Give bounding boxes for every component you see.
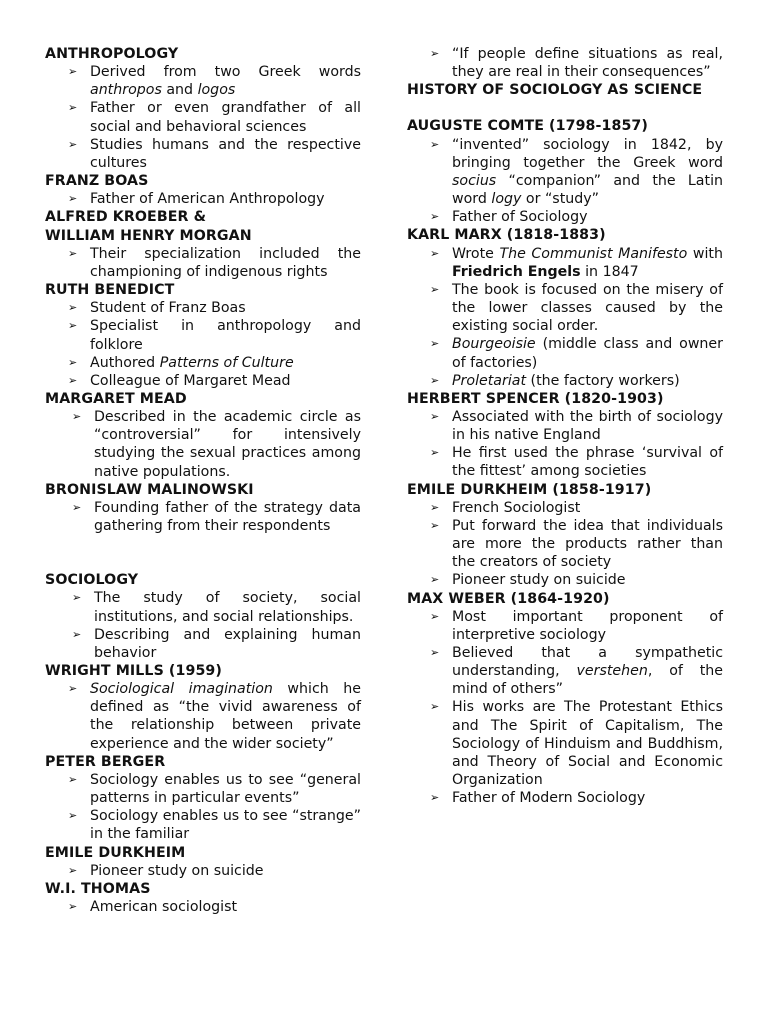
list-item bbox=[45, 771, 361, 807]
section-spacer bbox=[45, 535, 361, 571]
list-item bbox=[407, 136, 723, 209]
list-item-text bbox=[452, 699, 723, 788]
text-run: or “study” bbox=[521, 191, 600, 208]
list-item-text bbox=[90, 191, 325, 207]
bullet-list bbox=[407, 499, 723, 590]
list-item-text bbox=[90, 137, 361, 171]
text-run: Wrote bbox=[452, 245, 500, 262]
text-run: Pioneer study on suicide bbox=[90, 862, 264, 879]
list-item bbox=[407, 698, 723, 789]
list-item bbox=[45, 136, 361, 172]
list-item bbox=[45, 190, 361, 208]
heading-margaret-mead: MARGARET MEAD bbox=[45, 390, 187, 407]
italic-term: logos bbox=[197, 82, 236, 99]
text-run: Father of Modern Sociology bbox=[452, 790, 646, 807]
list-item-text bbox=[90, 899, 237, 915]
list-item-text bbox=[90, 318, 361, 352]
list-item-text bbox=[90, 772, 361, 806]
text-run: Father or even grandfather of all social and behavioral sciences bbox=[90, 100, 361, 135]
text-run: The study of society, social institutions, and social relationships. bbox=[94, 590, 361, 625]
arrowhead-bullet-icon: ➢ bbox=[68, 772, 78, 786]
arrowhead-bullet-icon: ➢ bbox=[68, 192, 78, 206]
bullet-list bbox=[45, 499, 361, 535]
arrowhead-bullet-icon: ➢ bbox=[430, 646, 440, 659]
italic-term: verstehen bbox=[576, 663, 648, 680]
bullet-list bbox=[45, 898, 361, 916]
bullet-list bbox=[407, 136, 723, 227]
bullet-list bbox=[407, 408, 723, 481]
list-item-text bbox=[90, 246, 361, 280]
heading-wright-mills-1959: WRIGHT MILLS (1959) bbox=[45, 663, 222, 679]
arrowhead-bullet-icon: ➢ bbox=[430, 518, 440, 532]
list-item-text bbox=[452, 209, 588, 225]
text-run: Described in the academic circle as “controversial” for intensively studying the sexual practices among native populations. bbox=[94, 409, 361, 480]
italic-term: Proletariat bbox=[452, 372, 527, 389]
text-run: (the factory workers) bbox=[526, 372, 680, 389]
text-run: Studies humans and the respective cultures bbox=[90, 136, 361, 171]
list-item-text bbox=[452, 572, 626, 588]
list-item bbox=[407, 208, 723, 226]
text-run: and bbox=[161, 82, 198, 99]
text-run: Associated with the birth of sociology in his native England bbox=[452, 408, 723, 444]
text-run: Father of American Anthropology bbox=[90, 191, 325, 208]
list-item-text bbox=[90, 355, 294, 371]
heading-franz-boas: FRANZ BOAS bbox=[45, 173, 149, 190]
list-item-text bbox=[452, 46, 723, 80]
text-run: French Sociologist bbox=[452, 499, 581, 516]
arrowhead-bullet-icon: ➢ bbox=[430, 246, 440, 260]
heading-herbert-spencer-1820-1903: HERBERT SPENCER (1820-1903) bbox=[407, 390, 664, 407]
list-item-text bbox=[90, 64, 361, 98]
text-run: with bbox=[687, 245, 723, 262]
heading-bronislaw-malinowski: BRONISLAW MALINOWSKI bbox=[45, 481, 254, 498]
list-item bbox=[45, 807, 361, 843]
text-run: which he defined as “the vivid awareness of the relationship between private experience and the wider society” bbox=[90, 681, 361, 752]
list-item bbox=[45, 898, 361, 916]
arrowhead-bullet-icon: ➢ bbox=[68, 863, 78, 877]
text-run: “If people define situations as real, they are real in their consequences” bbox=[452, 46, 723, 81]
text-run: Derived from two Greek words bbox=[90, 64, 361, 81]
heading-w-i-thomas: W.I. THOMAS bbox=[45, 880, 151, 897]
heading-karl-marx-1818-1883: KARL MARX (1818-1883) bbox=[407, 227, 606, 244]
list-item bbox=[407, 789, 723, 807]
heading-emile-durkheim-1858-1917: EMILE DURKHEIM (1858-1917) bbox=[407, 481, 652, 498]
list-item bbox=[45, 499, 361, 535]
list-item-text bbox=[452, 409, 723, 443]
text-run: Specialist in anthropology and folklore bbox=[90, 318, 361, 353]
list-item bbox=[407, 608, 723, 644]
list-item-text bbox=[90, 681, 361, 751]
list-item bbox=[407, 644, 723, 698]
list-item-text bbox=[452, 645, 723, 697]
list-item bbox=[45, 317, 361, 353]
arrowhead-bullet-icon: ➢ bbox=[68, 319, 78, 333]
list-item bbox=[407, 335, 723, 371]
list-item bbox=[45, 680, 361, 753]
text-run: , of the mind of others” bbox=[452, 663, 723, 698]
heading-alfred-kroeber: ALFRED KROEBER & bbox=[45, 209, 207, 226]
right-column bbox=[407, 45, 723, 807]
arrowhead-bullet-icon: ➢ bbox=[68, 373, 78, 387]
bullet-list bbox=[45, 190, 361, 208]
arrowhead-bullet-icon: ➢ bbox=[430, 500, 440, 514]
text-run: Sociology enables us to see “general patterns in particular events” bbox=[90, 771, 361, 807]
heading-william-henry-morgan: WILLIAM HENRY MORGAN bbox=[45, 227, 252, 244]
italic-term: Bourgeoisie bbox=[452, 336, 536, 353]
italic-term: Sociological imagination bbox=[90, 681, 273, 698]
list-item bbox=[407, 517, 723, 571]
left-column bbox=[45, 45, 361, 916]
italic-term: anthropos bbox=[90, 82, 162, 99]
list-item bbox=[407, 281, 723, 335]
arrowhead-bullet-icon: ➢ bbox=[430, 573, 440, 587]
list-item-text bbox=[452, 246, 723, 280]
arrowhead-bullet-icon: ➢ bbox=[72, 591, 82, 605]
list-item-text bbox=[94, 627, 361, 661]
arrowhead-bullet-icon: ➢ bbox=[68, 809, 78, 823]
list-item-text bbox=[452, 445, 723, 479]
list-item bbox=[45, 626, 361, 662]
arrowhead-bullet-icon: ➢ bbox=[68, 301, 78, 315]
text-run: Student of Franz Boas bbox=[90, 300, 246, 317]
text-run: “companion” and the Latin word bbox=[452, 172, 723, 208]
arrowhead-bullet-icon: ➢ bbox=[68, 137, 78, 151]
italic-term: logy bbox=[491, 191, 522, 208]
arrowhead-bullet-icon: ➢ bbox=[430, 137, 440, 151]
bullet-list bbox=[45, 862, 361, 880]
text-run: Sociology enables us to see “strange” in the familiar bbox=[90, 808, 361, 843]
list-item-text bbox=[94, 409, 361, 479]
bullet-list bbox=[45, 408, 361, 481]
list-item bbox=[407, 571, 723, 589]
list-item bbox=[45, 372, 361, 390]
italic-term: Patterns of Culture bbox=[159, 354, 294, 371]
list-item bbox=[407, 408, 723, 444]
text-run: (middle class and owner of factories) bbox=[452, 336, 723, 371]
list-item bbox=[45, 408, 361, 481]
text-run: Authored bbox=[90, 354, 160, 371]
bullet-list bbox=[407, 608, 723, 808]
text-run: in 1847 bbox=[580, 263, 639, 280]
list-item-text bbox=[90, 300, 246, 316]
text-run: “invented” sociology in 1842, by bringing together the Greek word bbox=[452, 136, 723, 171]
bullet-list bbox=[45, 680, 361, 753]
list-item bbox=[45, 589, 361, 625]
arrowhead-bullet-icon: ➢ bbox=[72, 410, 82, 424]
heading-history-of-sociology-as-science: HISTORY OF SOCIOLOGY AS SCIENCE bbox=[407, 82, 703, 99]
text-run: American sociologist bbox=[90, 899, 238, 916]
list-item-text bbox=[452, 282, 723, 334]
arrowhead-bullet-icon: ➢ bbox=[430, 210, 440, 224]
heading-peter-berger: PETER BERGER bbox=[45, 753, 166, 770]
heading-auguste-comte-1798-1857: AUGUSTE COMTE (1798-1857) bbox=[407, 118, 648, 135]
text-run: His works are The Protestant Ethics and The Spirit of Capitalism, The Sociology of Hinduism and Buddhism, and Theory of Social and Economic Organization bbox=[452, 699, 723, 789]
arrowhead-bullet-icon: ➢ bbox=[68, 65, 78, 79]
bullet-list bbox=[45, 299, 361, 390]
arrowhead-bullet-icon: ➢ bbox=[430, 409, 440, 423]
list-item bbox=[407, 372, 723, 390]
text-run: Father of Sociology bbox=[452, 209, 588, 226]
bullet-list bbox=[45, 245, 361, 281]
heading-anthropology: ANTHROPOLOGY bbox=[45, 46, 179, 62]
italic-term: The Communist Manifesto bbox=[499, 245, 688, 262]
text-run: He first used the phrase ‘survival of the fittest’ among societies bbox=[452, 445, 723, 480]
arrowhead-bullet-icon: ➢ bbox=[430, 700, 440, 714]
text-run: Believed that a sympathetic understanding, bbox=[452, 645, 723, 680]
list-item bbox=[45, 354, 361, 372]
section-spacer bbox=[407, 99, 723, 117]
list-item-text bbox=[452, 137, 723, 207]
list-item bbox=[45, 299, 361, 317]
arrowhead-bullet-icon: ➢ bbox=[68, 682, 78, 696]
arrowhead-bullet-icon: ➢ bbox=[430, 47, 440, 60]
list-item-text bbox=[452, 336, 723, 370]
text-run: Describing and explaining human behavior bbox=[94, 626, 361, 661]
list-item bbox=[45, 63, 361, 99]
arrowhead-bullet-icon: ➢ bbox=[430, 446, 440, 460]
list-item-text bbox=[90, 863, 264, 879]
list-item-text bbox=[452, 500, 580, 516]
list-item bbox=[407, 245, 723, 281]
arrowhead-bullet-icon: ➢ bbox=[68, 101, 78, 115]
bold-term: Friedrich Engels bbox=[452, 263, 581, 280]
heading-sociology: SOCIOLOGY bbox=[45, 572, 139, 589]
arrowhead-bullet-icon: ➢ bbox=[430, 791, 440, 805]
bullet-list bbox=[407, 245, 723, 390]
text-run: The book is focused on the misery of the lower classes caused by the existing social order. bbox=[452, 281, 723, 335]
list-item-text bbox=[94, 590, 361, 624]
arrowhead-bullet-icon: ➢ bbox=[68, 246, 78, 260]
list-item-text bbox=[90, 100, 361, 134]
list-item-text bbox=[452, 518, 723, 570]
list-item bbox=[407, 45, 723, 81]
text-run: Founding father of the strategy data gathering from their respondents bbox=[94, 499, 361, 535]
list-item bbox=[45, 245, 361, 281]
list-item-text bbox=[90, 808, 361, 842]
arrowhead-bullet-icon: ➢ bbox=[430, 609, 440, 623]
list-item-text bbox=[94, 500, 361, 534]
list-item-text bbox=[90, 373, 291, 389]
text-run: Most important proponent of interpretive sociology bbox=[452, 608, 723, 643]
arrowhead-bullet-icon: ➢ bbox=[68, 355, 78, 369]
arrowhead-bullet-icon: ➢ bbox=[430, 282, 440, 296]
list-item bbox=[407, 444, 723, 480]
italic-term: socius bbox=[452, 172, 497, 189]
arrowhead-bullet-icon: ➢ bbox=[430, 373, 440, 387]
text-run: Their specialization included the championing of indigenous rights bbox=[90, 245, 361, 280]
heading-max-weber-1864-1920: MAX WEBER (1864-1920) bbox=[407, 590, 610, 607]
text-run: Pioneer study on suicide bbox=[452, 572, 626, 589]
list-item bbox=[45, 862, 361, 880]
text-run: Colleague of Margaret Mead bbox=[90, 372, 291, 389]
text-run: Put forward the idea that individuals are more the products rather than the creators of society bbox=[452, 517, 723, 571]
bullet-list bbox=[45, 771, 361, 844]
list-item-text bbox=[452, 609, 723, 643]
list-item-text bbox=[452, 373, 680, 389]
arrowhead-bullet-icon: ➢ bbox=[430, 337, 440, 351]
heading-emile-durkheim: EMILE DURKHEIM bbox=[45, 844, 186, 861]
list-item bbox=[45, 99, 361, 135]
heading-ruth-benedict: RUTH BENEDICT bbox=[45, 282, 175, 299]
bullet-list bbox=[45, 63, 361, 172]
arrowhead-bullet-icon: ➢ bbox=[68, 900, 78, 914]
bullet-list bbox=[45, 589, 361, 662]
list-item-text bbox=[452, 790, 645, 806]
arrowhead-bullet-icon: ➢ bbox=[72, 627, 82, 641]
bullet-list bbox=[407, 45, 723, 81]
arrowhead-bullet-icon: ➢ bbox=[72, 500, 82, 514]
list-item bbox=[407, 499, 723, 517]
